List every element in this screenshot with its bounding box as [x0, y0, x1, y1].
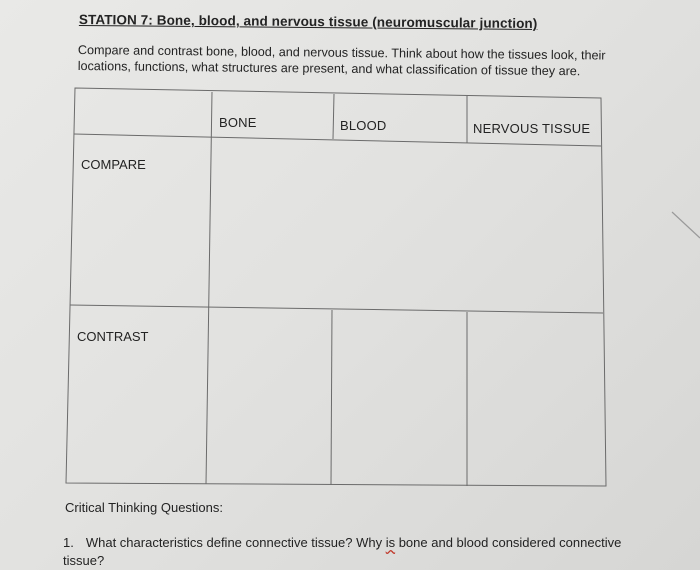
table-col-divider-2-header [333, 94, 334, 139]
table-col-divider-2-contrast [331, 310, 332, 485]
question-text-part-1: What characteristics define connective tissue? Why [85, 535, 386, 550]
row-label-contrast: CONTRAST [77, 329, 149, 344]
row-label-compare: COMPARE [81, 157, 146, 172]
header-bone: BONE [219, 115, 257, 130]
critical-thinking-heading: Critical Thinking Questions: [65, 500, 223, 515]
header-blood: BLOOD [340, 118, 387, 133]
question-1 [63, 534, 623, 570]
question-number: 1. [63, 535, 74, 550]
pencil-mark [672, 212, 700, 238]
table-col-divider-1 [206, 92, 212, 484]
spellcheck-flagged-word: is [385, 535, 396, 550]
question-text-part-2: bone and blood considered connective tissue? [63, 535, 622, 568]
header-nervous-tissue: NERVOUS TISSUE [473, 121, 591, 136]
table-outer-border [66, 88, 606, 486]
instructions-text: Compare and contrast bone, blood, and nervous tissue. Think about how the tissues look, their locations, functions, what structures are present, and what classification of tissue they are. [77, 42, 606, 79]
station-title: STATION 7: Bone, blood, and nervous tissue (neuromuscular junction) [78, 12, 538, 32]
table-compare-divider [70, 305, 603, 313]
